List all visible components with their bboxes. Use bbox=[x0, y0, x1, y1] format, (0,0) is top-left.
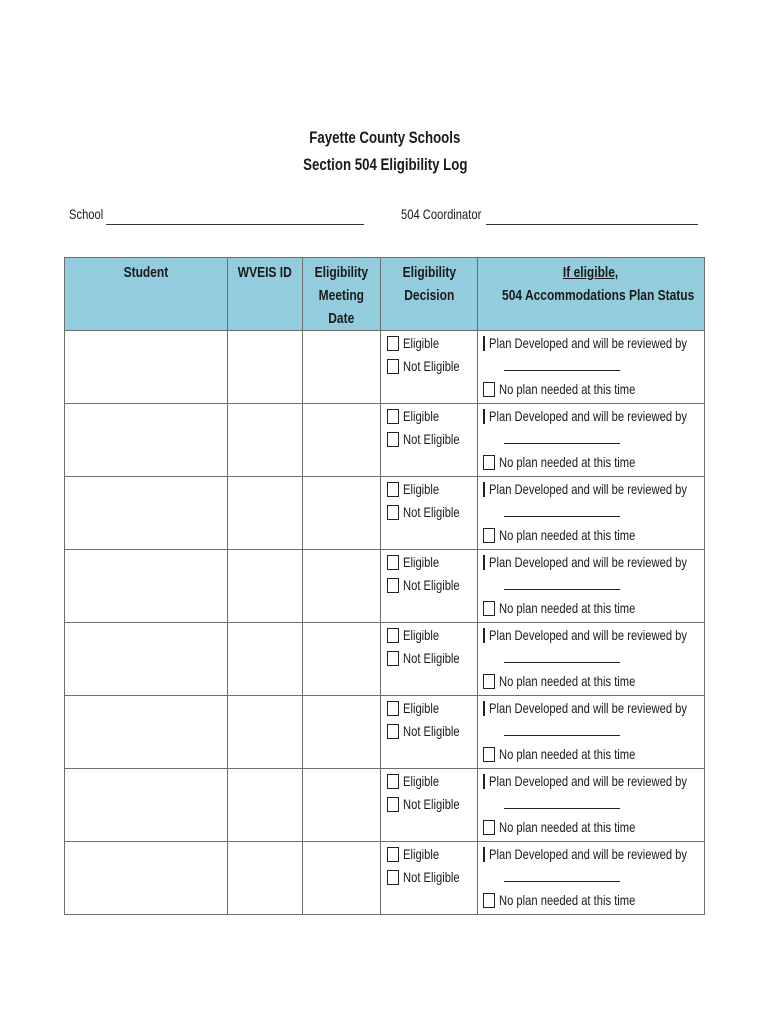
student-cell[interactable] bbox=[65, 623, 228, 696]
decision-cell bbox=[381, 550, 478, 623]
decision-cell bbox=[381, 404, 478, 477]
plan-developed-option[interactable] bbox=[483, 478, 704, 501]
eligible-checkbox[interactable] bbox=[387, 628, 399, 643]
decision-cell bbox=[381, 477, 478, 550]
wveis-id-cell[interactable] bbox=[228, 404, 303, 477]
plan-developed-label: Plan Developed and will be reviewed by bbox=[489, 773, 687, 789]
plan-developed-option[interactable] bbox=[483, 843, 704, 866]
plan-status-cell bbox=[478, 331, 705, 404]
eligible-label: Eligible bbox=[403, 846, 440, 862]
no-plan-checkbox[interactable] bbox=[483, 601, 495, 616]
decision-cell bbox=[381, 623, 478, 696]
not-eligible-option[interactable] bbox=[387, 793, 477, 816]
not-eligible-checkbox[interactable] bbox=[387, 578, 399, 593]
coordinator-label: 504 Coordinator bbox=[401, 206, 482, 222]
student-cell[interactable] bbox=[65, 477, 228, 550]
plan-status-cell bbox=[478, 477, 705, 550]
no-plan-label: No plan needed at this time bbox=[499, 454, 636, 470]
meeting-date-cell[interactable] bbox=[303, 842, 381, 915]
meeting-date-cell[interactable] bbox=[303, 696, 381, 769]
plan-developed-checkbox[interactable] bbox=[483, 409, 485, 424]
not-eligible-label: Not Eligible bbox=[403, 358, 460, 374]
plan-developed-label: Plan Developed and will be reviewed by bbox=[489, 554, 687, 570]
plan-status-cell bbox=[478, 623, 705, 696]
plan-developed-option[interactable] bbox=[483, 332, 704, 355]
eligible-label: Eligible bbox=[403, 773, 440, 789]
header-wveis-id: WVEIS ID bbox=[228, 258, 303, 331]
not-eligible-option[interactable] bbox=[387, 866, 477, 889]
wveis-id-cell[interactable] bbox=[228, 696, 303, 769]
eligible-option[interactable] bbox=[387, 405, 477, 428]
plan-developed-label: Plan Developed and will be reviewed by bbox=[489, 408, 687, 424]
eligible-option[interactable] bbox=[387, 697, 477, 720]
plan-status-cell bbox=[478, 696, 705, 769]
reviewer-line[interactable] bbox=[483, 647, 704, 670]
header-decision: Eligibility Decision bbox=[381, 258, 478, 331]
eligible-label: Eligible bbox=[403, 335, 440, 351]
no-plan-checkbox[interactable] bbox=[483, 820, 495, 835]
table-row bbox=[65, 696, 705, 769]
no-plan-option[interactable] bbox=[483, 378, 704, 401]
table-row bbox=[65, 404, 705, 477]
meeting-date-cell[interactable] bbox=[303, 404, 381, 477]
not-eligible-option[interactable] bbox=[387, 720, 477, 743]
plan-developed-label: Plan Developed and will be reviewed by bbox=[489, 335, 687, 351]
no-plan-label: No plan needed at this time bbox=[499, 746, 636, 762]
not-eligible-option[interactable] bbox=[387, 428, 477, 451]
reviewer-line[interactable] bbox=[483, 720, 704, 743]
table-row bbox=[65, 550, 705, 623]
plan-status-cell bbox=[478, 550, 705, 623]
eligible-checkbox[interactable] bbox=[387, 555, 399, 570]
eligible-option[interactable] bbox=[387, 770, 477, 793]
decision-cell bbox=[381, 769, 478, 842]
no-plan-label: No plan needed at this time bbox=[499, 892, 636, 908]
decision-cell bbox=[381, 696, 478, 769]
plan-status-cell bbox=[478, 404, 705, 477]
not-eligible-label: Not Eligible bbox=[403, 650, 460, 666]
student-cell[interactable] bbox=[65, 842, 228, 915]
plan-developed-label: Plan Developed and will be reviewed by bbox=[489, 481, 687, 497]
eligible-checkbox[interactable] bbox=[387, 336, 399, 351]
header-plan-status: If eligible, 504 Accommodations Plan Status bbox=[478, 258, 705, 331]
reviewer-line[interactable] bbox=[483, 355, 704, 378]
plan-developed-checkbox[interactable] bbox=[483, 774, 485, 789]
meeting-date-cell[interactable] bbox=[303, 623, 381, 696]
student-cell[interactable] bbox=[65, 769, 228, 842]
no-plan-checkbox[interactable] bbox=[483, 382, 495, 397]
school-label: School bbox=[69, 206, 104, 222]
wveis-id-cell[interactable] bbox=[228, 477, 303, 550]
no-plan-label: No plan needed at this time bbox=[499, 673, 636, 689]
plan-developed-option[interactable] bbox=[483, 551, 704, 574]
no-plan-label: No plan needed at this time bbox=[499, 527, 636, 543]
plan-developed-option[interactable] bbox=[483, 624, 704, 647]
plan-developed-option[interactable] bbox=[483, 770, 704, 793]
wveis-id-cell[interactable] bbox=[228, 623, 303, 696]
not-eligible-label: Not Eligible bbox=[403, 869, 460, 885]
not-eligible-checkbox[interactable] bbox=[387, 651, 399, 666]
no-plan-option[interactable] bbox=[483, 451, 704, 474]
wveis-id-cell[interactable] bbox=[228, 331, 303, 404]
not-eligible-option[interactable] bbox=[387, 647, 477, 670]
plan-developed-option[interactable] bbox=[483, 697, 704, 720]
no-plan-checkbox[interactable] bbox=[483, 674, 495, 689]
plan-developed-checkbox[interactable] bbox=[483, 628, 485, 643]
meeting-date-cell[interactable] bbox=[303, 477, 381, 550]
wveis-id-cell[interactable] bbox=[228, 842, 303, 915]
not-eligible-label: Not Eligible bbox=[403, 431, 460, 447]
reviewer-line[interactable] bbox=[483, 501, 704, 524]
student-cell[interactable] bbox=[65, 331, 228, 404]
wveis-id-cell[interactable] bbox=[228, 550, 303, 623]
eligible-option[interactable] bbox=[387, 624, 477, 647]
plan-developed-checkbox[interactable] bbox=[483, 336, 485, 351]
eligible-label: Eligible bbox=[403, 481, 440, 497]
no-plan-option[interactable] bbox=[483, 670, 704, 693]
not-eligible-checkbox[interactable] bbox=[387, 797, 399, 812]
no-plan-option[interactable] bbox=[483, 743, 704, 766]
meeting-date-cell[interactable] bbox=[303, 550, 381, 623]
not-eligible-label: Not Eligible bbox=[403, 796, 460, 812]
not-eligible-checkbox[interactable] bbox=[387, 870, 399, 885]
eligible-checkbox[interactable] bbox=[387, 847, 399, 862]
decision-cell bbox=[381, 842, 478, 915]
not-eligible-checkbox[interactable] bbox=[387, 432, 399, 447]
not-eligible-option[interactable] bbox=[387, 355, 477, 378]
not-eligible-label: Not Eligible bbox=[403, 723, 460, 739]
student-cell[interactable] bbox=[65, 404, 228, 477]
reviewer-line[interactable] bbox=[483, 793, 704, 816]
eligible-option[interactable] bbox=[387, 332, 477, 355]
plan-status-cell bbox=[478, 769, 705, 842]
eligible-label: Eligible bbox=[403, 408, 440, 424]
plan-status-cell bbox=[478, 842, 705, 915]
reviewer-line[interactable] bbox=[483, 574, 704, 597]
document-subtitle: Section 504 Eligibility Log bbox=[302, 155, 468, 174]
document-title-block bbox=[0, 124, 770, 178]
not-eligible-option[interactable] bbox=[387, 574, 477, 597]
not-eligible-checkbox[interactable] bbox=[387, 505, 399, 520]
eligible-checkbox[interactable] bbox=[387, 774, 399, 789]
plan-developed-checkbox[interactable] bbox=[483, 847, 485, 862]
eligible-option[interactable] bbox=[387, 843, 477, 866]
table-row bbox=[65, 477, 705, 550]
eligible-label: Eligible bbox=[403, 627, 440, 643]
no-plan-label: No plan needed at this time bbox=[499, 381, 636, 397]
plan-developed-checkbox[interactable] bbox=[483, 482, 485, 497]
plan-developed-label: Plan Developed and will be reviewed by bbox=[489, 700, 687, 716]
no-plan-checkbox[interactable] bbox=[483, 747, 495, 762]
school-field[interactable] bbox=[106, 224, 364, 225]
not-eligible-checkbox[interactable] bbox=[387, 359, 399, 374]
table-row bbox=[65, 623, 705, 696]
coordinator-field[interactable] bbox=[486, 224, 698, 225]
plan-developed-checkbox[interactable] bbox=[483, 555, 485, 570]
not-eligible-checkbox[interactable] bbox=[387, 724, 399, 739]
header-student: Student bbox=[65, 258, 228, 331]
no-plan-option[interactable] bbox=[483, 524, 704, 547]
eligible-label: Eligible bbox=[403, 700, 440, 716]
no-plan-option[interactable] bbox=[483, 889, 704, 912]
student-cell[interactable] bbox=[65, 550, 228, 623]
no-plan-option[interactable] bbox=[483, 816, 704, 839]
table-row bbox=[65, 769, 705, 842]
plan-developed-label: Plan Developed and will be reviewed by bbox=[489, 846, 687, 862]
table-row bbox=[65, 842, 705, 915]
eligible-option[interactable] bbox=[387, 478, 477, 501]
no-plan-label: No plan needed at this time bbox=[499, 819, 636, 835]
not-eligible-option[interactable] bbox=[387, 501, 477, 524]
document-title: Fayette County Schools bbox=[309, 128, 461, 147]
meeting-date-cell[interactable] bbox=[303, 769, 381, 842]
not-eligible-label: Not Eligible bbox=[403, 504, 460, 520]
eligible-checkbox[interactable] bbox=[387, 409, 399, 424]
plan-developed-checkbox[interactable] bbox=[483, 701, 485, 716]
reviewer-line[interactable] bbox=[483, 866, 704, 889]
student-cell[interactable] bbox=[65, 696, 228, 769]
wveis-id-cell[interactable] bbox=[228, 769, 303, 842]
table-row bbox=[65, 331, 705, 404]
reviewer-line[interactable] bbox=[483, 428, 704, 451]
eligible-option[interactable] bbox=[387, 551, 477, 574]
no-plan-checkbox[interactable] bbox=[483, 455, 495, 470]
no-plan-option[interactable] bbox=[483, 597, 704, 620]
eligible-label: Eligible bbox=[403, 554, 440, 570]
eligible-checkbox[interactable] bbox=[387, 701, 399, 716]
meeting-date-cell[interactable] bbox=[303, 331, 381, 404]
no-plan-label: No plan needed at this time bbox=[499, 600, 636, 616]
table-header-row bbox=[65, 258, 705, 331]
plan-developed-label: Plan Developed and will be reviewed by bbox=[489, 627, 687, 643]
not-eligible-label: Not Eligible bbox=[403, 577, 460, 593]
eligible-checkbox[interactable] bbox=[387, 482, 399, 497]
plan-developed-option[interactable] bbox=[483, 405, 704, 428]
no-plan-checkbox[interactable] bbox=[483, 893, 495, 908]
eligibility-log-table bbox=[64, 257, 705, 915]
decision-cell bbox=[381, 331, 478, 404]
header-meeting-date: Eligibility Meeting Date bbox=[303, 258, 381, 331]
no-plan-checkbox[interactable] bbox=[483, 528, 495, 543]
